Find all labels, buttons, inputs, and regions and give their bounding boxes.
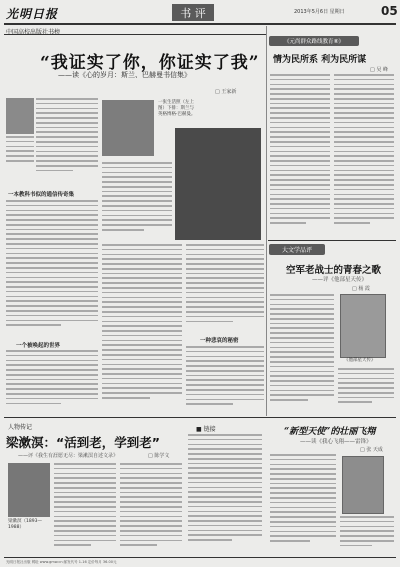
photo-caption: 一张生活照（左上图）下排：斯兰与英格博格·巴赫曼。 <box>158 100 196 117</box>
column-divider <box>266 26 267 416</box>
section-banner: 书 评 <box>172 4 214 21</box>
header-rule <box>4 23 396 25</box>
article-byline: □ 王家新 <box>215 89 237 95</box>
footer-rule <box>4 557 396 558</box>
article-text-col-3a <box>186 244 264 332</box>
column-byline: □ 吴 峰 <box>370 67 388 73</box>
book-cover <box>340 294 386 358</box>
review-text-b <box>338 368 394 410</box>
photo-woman <box>102 100 154 156</box>
review-subtitle: ——评《他部星天传》 <box>312 277 368 283</box>
divider <box>268 240 396 241</box>
divider <box>4 34 266 35</box>
bio-text-a <box>54 463 116 555</box>
article-headline: “我证实了你，你证实了我” <box>40 53 260 73</box>
photo-man <box>175 128 261 240</box>
article-text-col-3b <box>186 346 264 412</box>
article-text-col-2a <box>102 162 172 240</box>
link-text <box>188 434 262 554</box>
subhead-3: 一种悲哀的秘密 <box>200 338 239 344</box>
article-subheadline: ——读《心的岁月：斯兰、巴赫曼书信集》 <box>58 71 191 79</box>
angel-text-a <box>270 454 336 554</box>
section-tag-left: 中国高校出版社书榜 <box>6 29 61 36</box>
section-tag-link: ■ 链接 <box>196 426 216 433</box>
portrait-photo-small <box>6 98 34 134</box>
column-title: 情为民所系 利为民所谋 <box>273 55 367 65</box>
angel-subtitle: ——读《我心飞翔——雷锋》 <box>300 439 372 445</box>
issue-date: 2013年5月6日 星期日 <box>294 9 345 15</box>
column-text-b <box>334 74 394 236</box>
angel-byline: □ 张 天成 <box>360 447 383 453</box>
review-text-a <box>270 294 334 410</box>
section-divider <box>4 417 396 418</box>
bio-subtitle: ——评《我生有涯愿无尽：梁漱溟自述文录》 <box>18 453 119 459</box>
bio-text-b <box>120 463 182 555</box>
bio-title: 梁漱溟：“活到老，学到老” <box>6 435 160 450</box>
bio-photo-caption: 梁漱溟（1893—1988） <box>8 519 42 530</box>
footer-info: 光明日报社出版 网址 www.gmw.cn 邮发代号 1-16 定价每月 36.00元 <box>6 560 117 564</box>
article-text-col-1b <box>6 136 34 166</box>
angel-text-b <box>340 516 394 554</box>
section-tag-bio: 人物传记 <box>8 424 33 431</box>
review-pill: 大文学品评 <box>269 244 325 255</box>
article-text-col-1a <box>36 98 98 178</box>
newspaper-logo: 光明日报 <box>6 7 59 21</box>
article-text-col-2b <box>102 244 182 414</box>
subhead-1: 一本教科书似的通信传奇集 <box>8 192 75 198</box>
review-byline: □ 杨 霞 <box>352 286 370 292</box>
article-text-col-1d <box>6 350 98 413</box>
bio-portrait <box>8 463 50 517</box>
subhead-2: 一个被唤起的世界 <box>16 343 61 349</box>
angel-title: “新型天使”的壮丽飞翔 <box>284 427 376 437</box>
bio-byline: □ 陈学文 <box>148 453 170 459</box>
book-cover-angel <box>342 456 384 514</box>
article-text-col-1c <box>6 200 98 338</box>
column-text-a <box>270 74 330 236</box>
review-title: 空军老战士的青春之歌 <box>286 265 382 276</box>
column-banner: 《元尚群众路线教育⑧》 <box>269 36 359 46</box>
book-caption: 《他部星天传》 <box>344 358 376 363</box>
page-number: 05 <box>381 4 398 18</box>
